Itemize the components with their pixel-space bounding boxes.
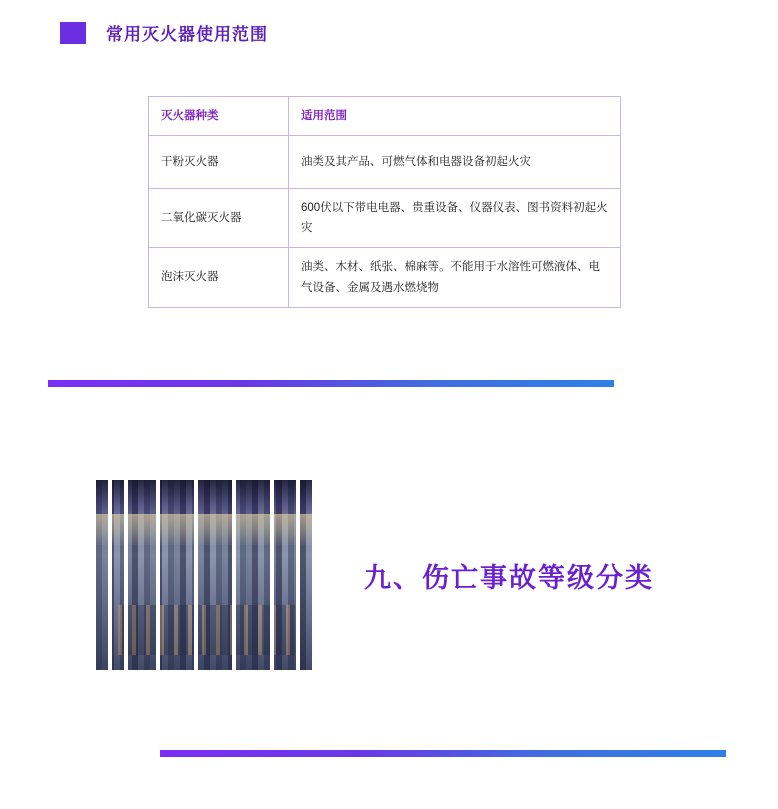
table-row xyxy=(149,189,621,248)
table-header-row xyxy=(149,97,621,136)
table-row xyxy=(149,136,621,189)
heading-marker-icon xyxy=(60,22,86,44)
table-row xyxy=(149,248,621,307)
cell-category: 干粉灭火器 xyxy=(149,136,289,189)
divider-bar-bottom xyxy=(160,750,726,757)
cell-scope: 600伏以下带电电器、贵重设备、仪器仪表、图书资料初起火灾 xyxy=(289,189,621,248)
cell-scope: 油类、木材、纸张、棉麻等。不能用于水溶性可燃液体、电气设备、金属及遇水燃烧物 xyxy=(289,248,621,307)
section-heading xyxy=(60,20,268,45)
extinguisher-table xyxy=(148,96,620,308)
cell-category: 二氧化碳灭火器 xyxy=(149,189,289,248)
photo-collage xyxy=(96,480,312,670)
column-header-scope: 适用范围 xyxy=(289,97,621,136)
cell-category: 泡沫灭火器 xyxy=(149,248,289,307)
column-header-category: 灭火器种类 xyxy=(149,97,289,136)
section-number-title: 九、伤亡事故等级分类 xyxy=(364,563,654,593)
divider-bar-top xyxy=(48,380,614,387)
cell-scope: 油类及其产品、可燃气体和电器设备初起火灾 xyxy=(289,136,621,189)
page-title: 常用灭火器使用范围 xyxy=(106,25,268,44)
